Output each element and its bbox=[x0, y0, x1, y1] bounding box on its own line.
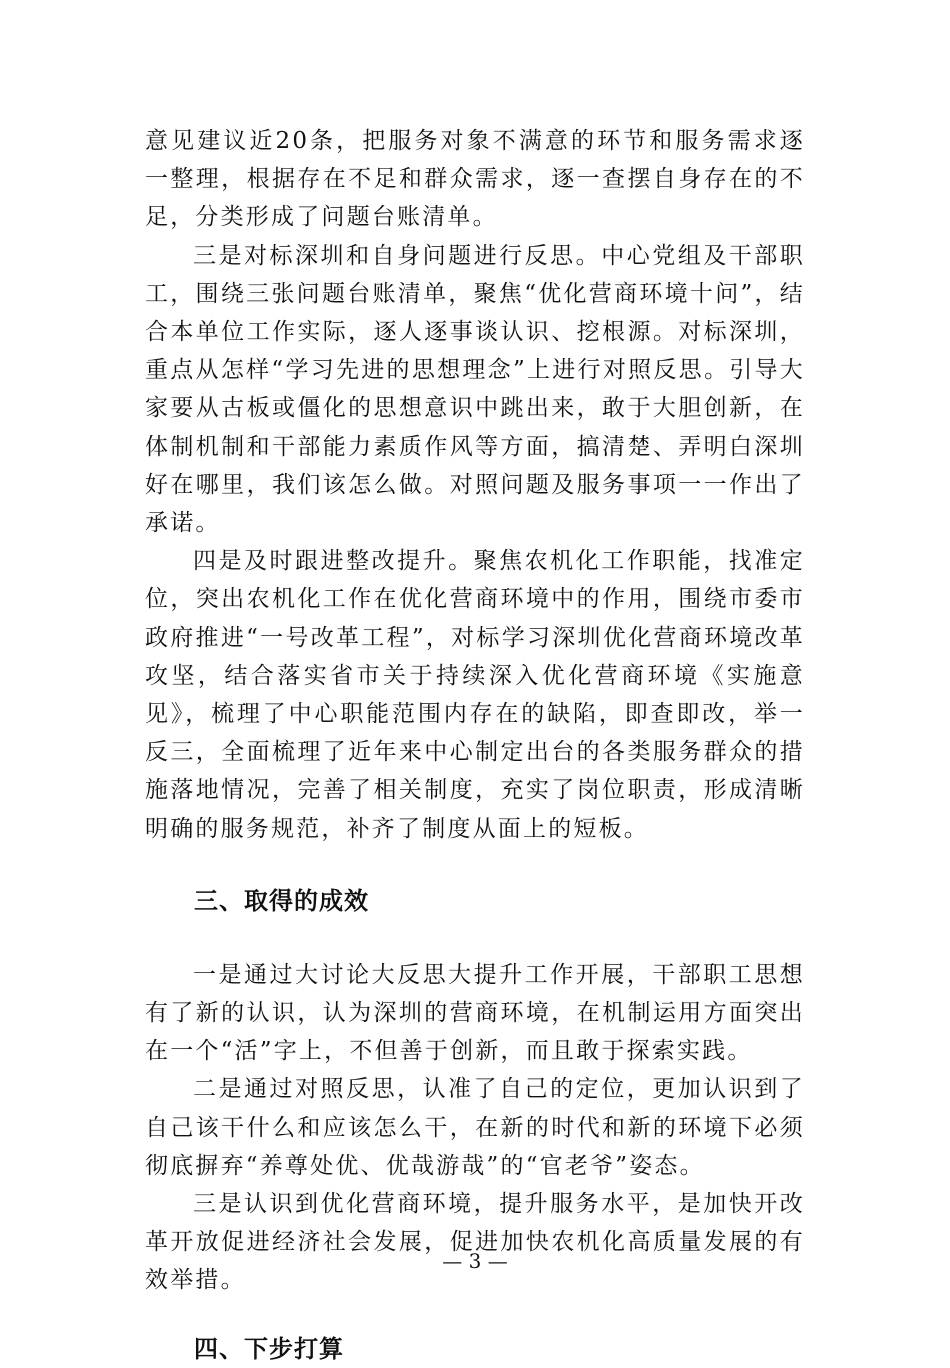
section-heading-next-steps: 四、下步打算 bbox=[194, 1334, 344, 1363]
paragraph-rectification: 四是及时跟进整改提升。聚焦农机化工作职能，找准定位，突出农机化工作在优化营商环境中的作用，围绕市委市政府推进“一号改革工程”，对标学习深圳优化营商环境改革攻坚，结合落实省市关于持续深入优化营商环境《实施意见》，梳理了中心职能范围内存在的缺陷，即查即改，举一反三，全面梳理了近年来中心制定出台的各类服务群众的措施落地情况，完善了相关制度，充实了岗位职责，形成清晰明确的服务规范，补齐了制度从面上的短板。 bbox=[145, 548, 805, 842]
paragraph-continued: 意见建议近20条，把服务对象不满意的环节和服务需求逐一整理，根据存在不足和群众需求，逐一查摆自身存在的不足，分类形成了问题台账清单。 bbox=[145, 128, 805, 231]
paragraph-result-3: 三是认识到优化营商环境，提升服务水平，是加快开改革开放促进经济社会发展，促进加快农机化高质量发展的有效举措。 bbox=[145, 1191, 805, 1294]
page-number: — 3 — bbox=[442, 1249, 508, 1273]
paragraph-result-2: 二是通过对照反思，认准了自己的定位，更加认识到了自己该干什么和应该怎么干，在新的时代和新的环境下必须彻底摒弃“养尊处优、优哉游哉”的“官老爷”姿态。 bbox=[145, 1076, 805, 1179]
document-page bbox=[145, 122, 805, 1368]
paragraph-reflection: 三是对标深圳和自身问题进行反思。中心党组及干部职工，围绕三张问题台账清单，聚焦“优化营商环境十问”，结合本单位工作实际，逐人逐事谈认识、挖根源。对标深圳，重点从怎样“学习先进的思想理念”上进行对照反思。引导大家要从古板或僵化的思想意识中跳出来，敢于大胆创新，在体制机制和干部能力素质作风等方面，搞清楚、弄明白深圳好在哪里，我们该怎么做。对照问题及服务事项一一作出了承诺。 bbox=[145, 242, 805, 537]
section-heading-results: 三、取得的成效 bbox=[194, 886, 369, 915]
paragraph-result-1: 一是通过大讨论大反思大提升工作开展，干部职工思想有了新的认识，认为深圳的营商环境，在机制运用方面突出在一个“活”字上，不但善于创新，而且敢于探索实践。 bbox=[145, 961, 805, 1065]
